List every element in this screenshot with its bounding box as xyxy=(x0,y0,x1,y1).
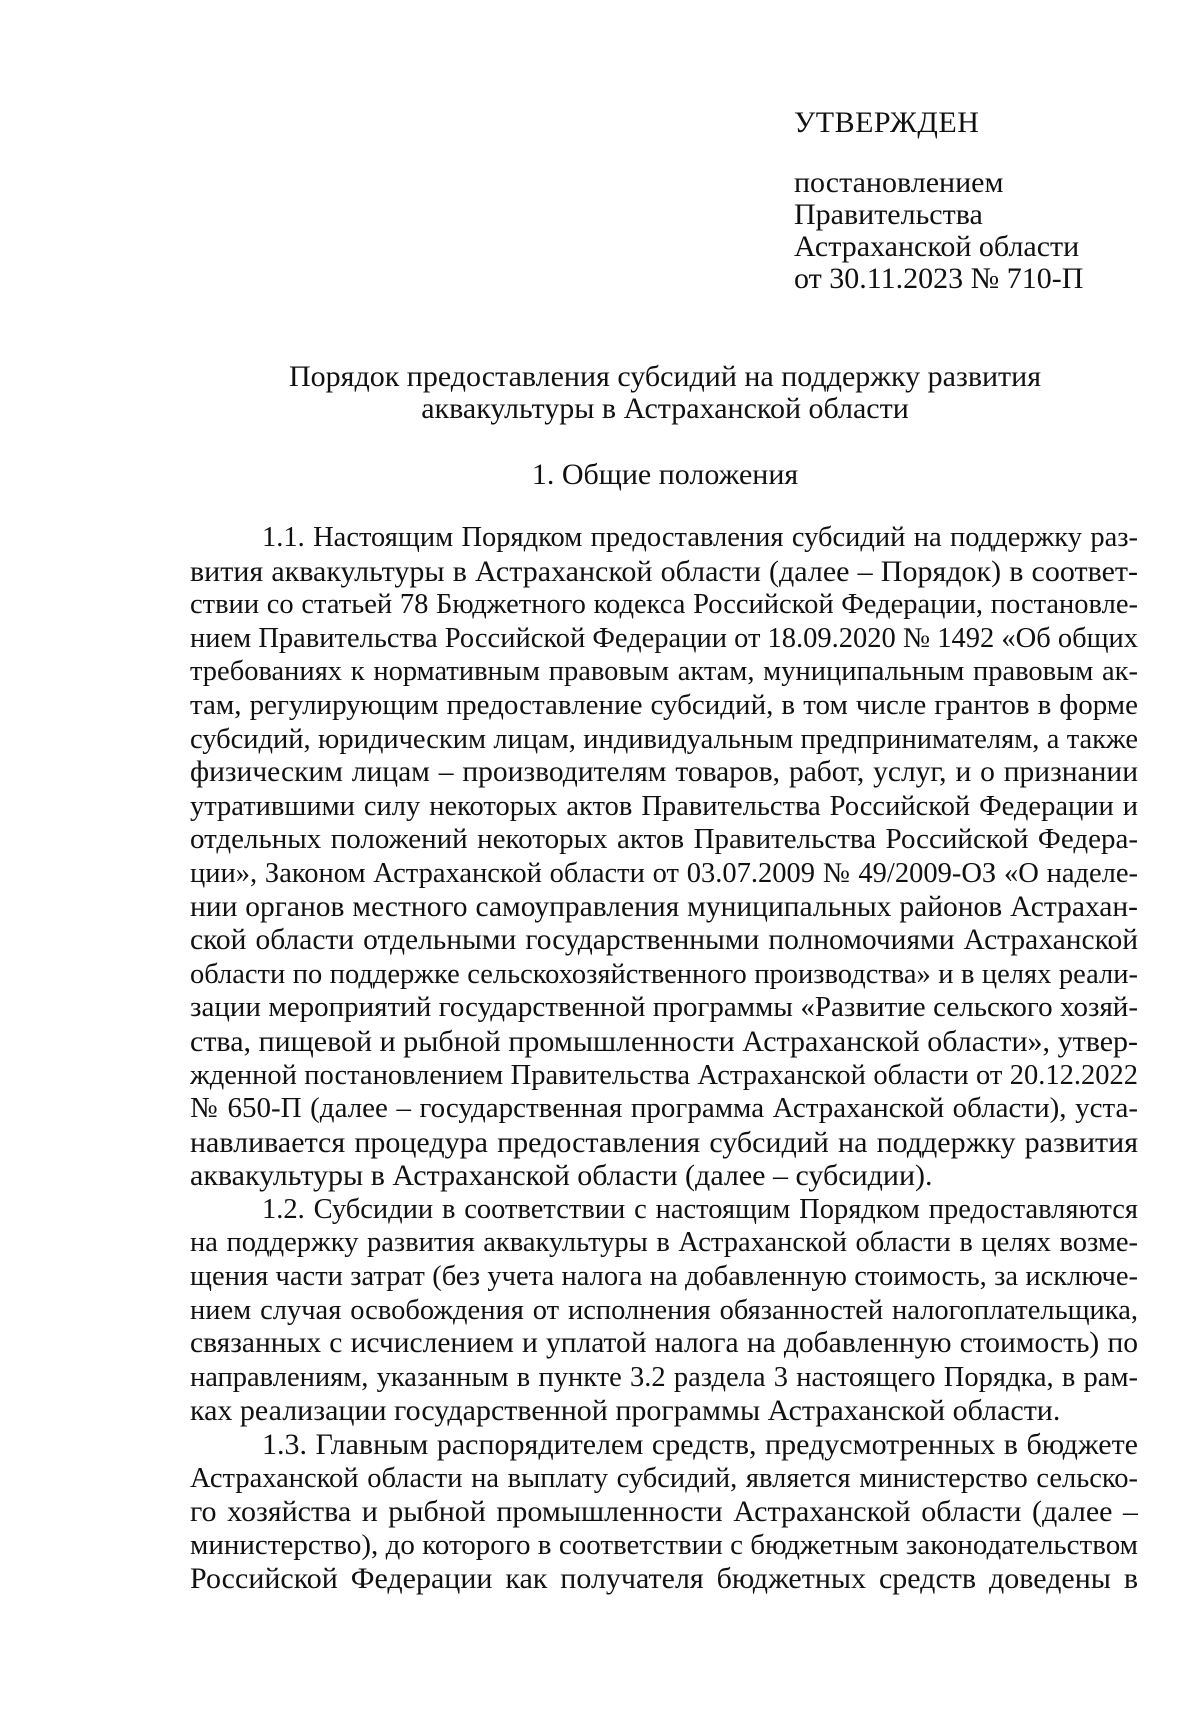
document-title-line: аквакультуры в Астраханской области xyxy=(421,392,909,425)
paragraph-line: субсидий, юридическим лицам, индивидуальным предпринимателям, а также xyxy=(190,723,1138,755)
paragraph-line: 1.3. Главным распорядителем средств, предусмотренных в бюджете xyxy=(262,1428,1138,1462)
paragraph-line: ках реализации государственной программы Астраханской области. xyxy=(190,1394,1061,1428)
paragraph-line: 1.1. Настоящим Порядком предоставления субсидий на поддержку раз- xyxy=(262,522,1138,553)
paragraph-line: физическим лицам – производителям товаров, работ, услуг, и о признании xyxy=(190,756,1138,789)
paragraph-line: ции», Законом Астраханской области от 03.07.2009 № 49/2009-ОЗ «О наделе- xyxy=(190,857,1138,889)
paragraph-line: аквакультуры в Астраханской области (далее – субсидии). xyxy=(190,1159,933,1193)
paragraph-line: требованиях к нормативным правовым актам, муниципальным правовым ак- xyxy=(190,656,1138,688)
approval-heading: УТВЕРЖДЕН xyxy=(794,106,980,139)
paragraph-line: там, регулирующим предоставление субсидий, в том числе грантов в форме xyxy=(190,688,1138,721)
paragraph-line: навливается процедура предоставления субсидий на поддержку развития xyxy=(190,1125,1138,1159)
section-title: 1. Общие положения xyxy=(531,458,799,491)
paragraph-line: вития аквакультуры в Астраханской области (далее – Порядок) в соответ- xyxy=(190,554,1138,588)
paragraph-line: нии органов местного самоуправления муниципальных районов Астрахан- xyxy=(190,890,1138,923)
paragraph-line: ства, пищевой и рыбной промышленности Астраханской области», утвер- xyxy=(190,1024,1138,1058)
approval-line: Астраханской области xyxy=(794,230,1080,263)
paragraph-line: Астраханской области на выплату субсидий, является министерство сельско- xyxy=(190,1462,1138,1494)
approval-block xyxy=(794,106,1174,295)
paragraph-line: го хозяйства и рыбной промышленности Астраханской области (далее – xyxy=(190,1495,1138,1529)
paragraph-line: на поддержку развития аквакультуры в Астраханской области в целях возме- xyxy=(190,1227,1138,1259)
paragraph-line: 1.2. Субсидии в соответствии с настоящим Порядком предоставляются xyxy=(262,1193,1138,1225)
paragraph-line: области по поддержке сельскохозяйственного производства» и в целях реали- xyxy=(190,958,1138,990)
paragraph-line: Российской Федерации как получателя бюджетных средств доведены в xyxy=(190,1562,1138,1596)
paragraph-line: связанных с исчислением и уплатой налога на добавленную стоимость) по xyxy=(190,1327,1138,1360)
paragraph-line: ской области отдельными государственными полномочиями Астраханской xyxy=(190,924,1138,957)
paragraph-line: жденной постановлением Правительства Астраханской области от 20.12.2022 xyxy=(190,1059,1138,1091)
paragraph-line: нием Правительства Российской Федерации от 18.09.2020 № 1492 «Об общих xyxy=(190,622,1138,654)
document-title-line: Порядок предоставления субсидий на поддержку развития xyxy=(288,360,1042,393)
paragraph-line: щения части затрат (без учета налога на добавленную стоимость, за исключе- xyxy=(190,1261,1138,1293)
paragraph-line: зации мероприятий государственной программы «Развитие сельского хозяй- xyxy=(190,991,1138,1024)
body-text xyxy=(190,521,1138,1596)
paragraph-line: ствии со статьей 78 Бюджетного кодекса Российской Федерации, постановле- xyxy=(190,589,1138,621)
approval-line: от 30.11.2023 № 710-П xyxy=(794,262,1084,295)
paragraph-line: министерство), до которого в соответствии с бюджетным законодательством xyxy=(190,1528,1138,1561)
document-title xyxy=(190,361,1140,425)
paragraph-line: направлениям, указанным в пункте 3.2 раздела 3 настоящего Порядка, в рам- xyxy=(190,1361,1138,1393)
paragraph-line: нием случая освобождения от исполнения обязанностей налогоплательщика, xyxy=(190,1294,1138,1326)
paragraph-line: № 650-П (далее – государственная программа Астраханской области), уста- xyxy=(190,1092,1138,1125)
approval-line: Правительства xyxy=(794,198,983,231)
paragraph-line: утратившими силу некоторых актов Правительства Российской Федерации и xyxy=(190,790,1138,822)
paragraph-line: отдельных положений некоторых актов Правительства Российской Федера- xyxy=(190,823,1138,856)
approval-line: постановлением xyxy=(794,166,1004,199)
